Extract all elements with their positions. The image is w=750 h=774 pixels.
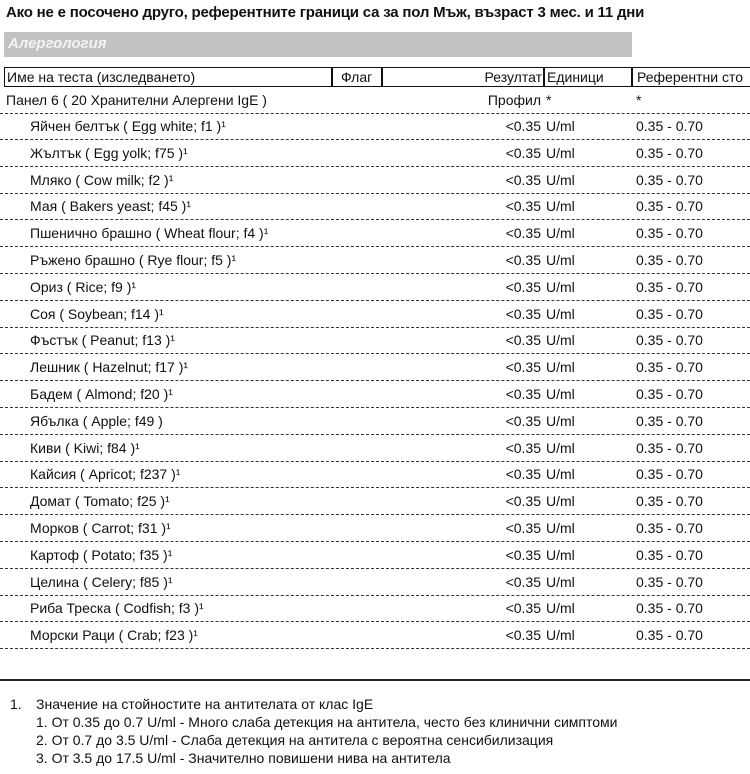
test-name: Фъстък ( Peanut; f13 )¹ xyxy=(30,332,175,349)
footnote-item: 2. От 0.7 до 3.5 U/ml - Слаба детекция на антитела с вероятна сенсибилизация xyxy=(36,732,554,748)
table-row xyxy=(4,623,750,649)
section-header xyxy=(4,32,632,57)
test-reference: 0.35 - 0.70 xyxy=(636,439,703,456)
test-units: U/ml xyxy=(546,520,575,536)
test-reference: 0.35 - 0.70 xyxy=(636,573,703,590)
column-header-flag: Флаг xyxy=(341,69,373,85)
test-name: Кайсия ( Apricot; f237 )¹ xyxy=(30,466,181,483)
test-name: Киви ( Kiwi; f84 )¹ xyxy=(30,439,140,456)
test-result: <0.35 xyxy=(505,439,541,456)
table-row xyxy=(4,436,750,462)
test-units: U/ml xyxy=(546,118,575,134)
table-row xyxy=(4,462,750,488)
test-reference: 0.35 - 0.70 xyxy=(636,171,703,188)
test-reference: 0.35 - 0.70 xyxy=(636,332,703,349)
column-divider xyxy=(543,68,545,86)
panel-units: * xyxy=(546,92,552,108)
test-units: U/ml xyxy=(546,171,575,188)
test-result: <0.35 xyxy=(505,466,541,483)
column-divider xyxy=(631,68,633,86)
test-name: Бадем ( Almond; f20 )¹ xyxy=(30,386,173,402)
test-result: <0.35 xyxy=(505,546,541,563)
test-result: <0.35 xyxy=(505,573,541,590)
test-name: Ориз ( Rice; f9 )¹ xyxy=(30,278,137,295)
test-units: U/ml xyxy=(546,252,575,268)
table-header xyxy=(4,67,750,87)
table-row xyxy=(4,168,750,194)
test-result: <0.35 xyxy=(505,118,541,134)
test-name: Домат ( Tomato; f25 )¹ xyxy=(30,493,170,510)
test-units: U/ml xyxy=(546,439,575,456)
table-row xyxy=(4,489,750,515)
column-header-units: Единици xyxy=(547,69,604,85)
test-result: <0.35 xyxy=(505,627,541,644)
test-result: <0.35 xyxy=(505,412,541,429)
test-result: <0.35 xyxy=(505,359,541,376)
panel-row xyxy=(4,88,750,114)
column-header-reference: Референтни сто xyxy=(637,69,744,85)
table-row xyxy=(4,596,750,622)
test-result: <0.35 xyxy=(505,332,541,349)
table-row xyxy=(4,221,750,247)
footnote-item: 3. От 3.5 до 17.5 U/ml - Значително повишени нива на антитела xyxy=(36,750,451,766)
test-result: <0.35 xyxy=(505,144,541,161)
test-reference: 0.35 - 0.70 xyxy=(636,144,703,161)
test-result: <0.35 xyxy=(505,198,541,215)
test-units: U/ml xyxy=(546,546,575,563)
footnotes xyxy=(10,695,617,767)
test-reference: 0.35 - 0.70 xyxy=(636,198,703,215)
table-row xyxy=(4,570,750,596)
test-result: <0.35 xyxy=(505,171,541,188)
test-result: <0.35 xyxy=(505,278,541,295)
test-result: <0.35 xyxy=(505,493,541,510)
test-reference: 0.35 - 0.70 xyxy=(636,386,703,402)
footnote-heading: Значение на стойностите на антителата от клас IgE xyxy=(36,696,374,712)
table-row xyxy=(4,543,750,569)
test-name: Риба Треска ( Codfish; f3 )¹ xyxy=(30,600,204,617)
test-units: U/ml xyxy=(546,466,575,483)
test-name: Целина ( Celery; f85 )¹ xyxy=(30,573,173,590)
test-result: <0.35 xyxy=(505,252,541,268)
test-units: U/ml xyxy=(546,144,575,161)
test-reference: 0.35 - 0.70 xyxy=(636,493,703,510)
test-name: Пшенично брашно ( Wheat flour; f4 )¹ xyxy=(30,225,269,242)
table-row xyxy=(4,302,750,328)
table-row xyxy=(4,355,750,381)
test-reference: 0.35 - 0.70 xyxy=(636,118,703,134)
test-units: U/ml xyxy=(546,359,575,376)
test-units: U/ml xyxy=(546,600,575,617)
test-reference: 0.35 - 0.70 xyxy=(636,278,703,295)
section-divider xyxy=(0,679,750,681)
test-result: <0.35 xyxy=(505,520,541,536)
test-result: <0.35 xyxy=(505,600,541,617)
test-name: Морски Раци ( Crab; f23 )¹ xyxy=(30,627,198,644)
test-units: U/ml xyxy=(546,493,575,510)
column-divider xyxy=(381,68,383,86)
footnote-item: 1. От 0.35 до 0.7 U/ml - Много слаба детекция на антитела, често без клинични симптоми xyxy=(36,714,618,730)
test-name: Ръжено брашно ( Rye flour; f5 )¹ xyxy=(30,252,237,268)
table-row xyxy=(4,328,750,354)
column-divider xyxy=(331,68,333,86)
table-row xyxy=(4,382,750,408)
test-name: Соя ( Soybean; f14 )¹ xyxy=(30,305,164,322)
column-header-name: Име на теста (изследването) xyxy=(7,69,196,85)
reference-ranges-title: Ако не е посочено друго, референтните граници са за пол Мъж, възраст 3 мес. и 11 дни xyxy=(6,4,645,21)
test-reference: 0.35 - 0.70 xyxy=(636,225,703,242)
test-name: Жълтък ( Egg yolk; f75 )¹ xyxy=(30,144,188,161)
test-reference: 0.35 - 0.70 xyxy=(636,466,703,483)
test-result: <0.35 xyxy=(505,386,541,402)
panel-result: Профил xyxy=(487,92,541,108)
test-reference: 0.35 - 0.70 xyxy=(636,546,703,563)
test-name: Картоф ( Potato; f35 )¹ xyxy=(30,546,173,563)
test-reference: 0.35 - 0.70 xyxy=(636,600,703,617)
table-row xyxy=(4,248,750,274)
test-name: Мляко ( Cow milk; f2 )¹ xyxy=(30,171,174,188)
test-name: Лешник ( Hazelnut; f17 )¹ xyxy=(30,359,189,376)
test-name: Морков ( Carrot; f31 )¹ xyxy=(30,520,171,536)
column-header-result: Резултат xyxy=(484,69,542,85)
test-units: U/ml xyxy=(546,573,575,590)
test-reference: 0.35 - 0.70 xyxy=(636,520,703,536)
test-name: Ябълка ( Apple; f49 ) xyxy=(30,412,163,429)
table-row xyxy=(4,141,750,167)
table-row xyxy=(4,275,750,301)
test-reference: 0.35 - 0.70 xyxy=(636,627,703,644)
test-units: U/ml xyxy=(546,412,575,429)
test-units: U/ml xyxy=(546,627,575,644)
test-reference: 0.35 - 0.70 xyxy=(636,412,703,429)
test-units: U/ml xyxy=(546,386,575,402)
test-name: Яйчен белтък ( Egg white; f1 )¹ xyxy=(30,118,226,134)
table-row xyxy=(4,516,750,542)
table-row xyxy=(4,409,750,435)
test-units: U/ml xyxy=(546,332,575,349)
footnote-number: 1. xyxy=(10,696,22,712)
section-title: Алергология xyxy=(8,35,107,52)
test-reference: 0.35 - 0.70 xyxy=(636,252,703,268)
test-reference: 0.35 - 0.70 xyxy=(636,305,703,322)
test-units: U/ml xyxy=(546,305,575,322)
test-result: <0.35 xyxy=(505,225,541,242)
test-units: U/ml xyxy=(546,198,575,215)
test-units: U/ml xyxy=(546,225,575,242)
test-reference: 0.35 - 0.70 xyxy=(636,359,703,376)
panel-reference: * xyxy=(636,92,642,108)
test-units: U/ml xyxy=(546,278,575,295)
panel-name: Панел 6 ( 20 Хранителни Алергени IgE ) xyxy=(6,92,267,108)
row-divider xyxy=(0,648,750,649)
test-result: <0.35 xyxy=(505,305,541,322)
test-name: Мая ( Bakers yeast; f45 )¹ xyxy=(30,198,192,215)
table-row xyxy=(4,114,750,140)
table-row xyxy=(4,194,750,220)
